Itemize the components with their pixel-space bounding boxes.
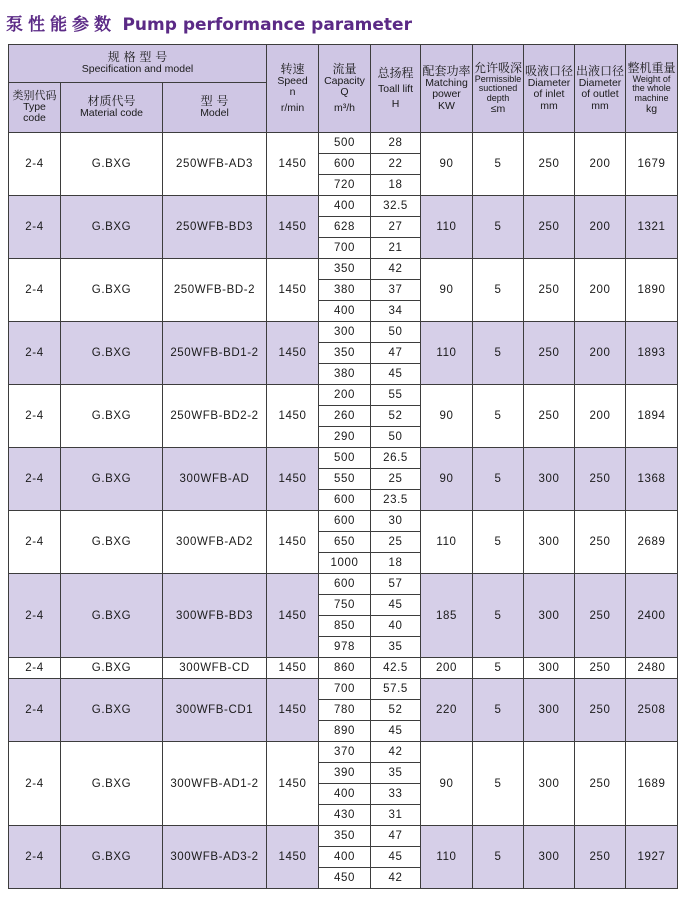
capacity-cell: 400	[319, 847, 371, 868]
capacity-cell: 400	[319, 301, 371, 322]
table-row	[9, 826, 678, 847]
weight-cell: 2480	[626, 658, 678, 679]
suction-header: 允许吸深 Permissible suctioned depth ≤m	[473, 45, 524, 133]
type-code-cell: 2-4	[9, 322, 61, 385]
material-code-cell: G.BXG	[61, 679, 163, 742]
material-code-cell: G.BXG	[61, 574, 163, 658]
suction-cell: 5	[473, 133, 524, 196]
lift-cell: 45	[371, 595, 421, 616]
outlet-cell: 250	[575, 574, 626, 658]
material-code-cell: G.BXG	[61, 259, 163, 322]
material-code-cell: G.BXG	[61, 658, 163, 679]
inlet-cell: 300	[524, 826, 575, 889]
suction-cell: 5	[473, 511, 524, 574]
material-code-header: 材质代号 Material code	[61, 83, 163, 133]
inlet-cell: 250	[524, 196, 575, 259]
lift-cell: 55	[371, 385, 421, 406]
page-title	[6, 10, 412, 36]
power-cell: 90	[421, 385, 473, 448]
capacity-cell: 860	[319, 658, 371, 679]
inlet-cell: 250	[524, 259, 575, 322]
lift-cell: 35	[371, 763, 421, 784]
material-code-cell: G.BXG	[61, 826, 163, 889]
model-cell: 300WFB-CD	[163, 658, 267, 679]
lift-cell: 50	[371, 322, 421, 343]
inlet-cell: 300	[524, 574, 575, 658]
power-cell: 220	[421, 679, 473, 742]
lift-cell: 33	[371, 784, 421, 805]
suction-cell: 5	[473, 742, 524, 826]
speed-cell: 1450	[267, 259, 319, 322]
capacity-cell: 380	[319, 364, 371, 385]
inlet-header: 吸液口径 Diameter of inlet mm	[524, 45, 575, 133]
lift-cell: 50	[371, 427, 421, 448]
lift-cell: 47	[371, 826, 421, 847]
table-row	[9, 322, 678, 343]
material-code-cell: G.BXG	[61, 742, 163, 826]
table-row	[9, 385, 678, 406]
speed-cell: 1450	[267, 196, 319, 259]
speed-cell: 1450	[267, 742, 319, 826]
speed-cell: 1450	[267, 826, 319, 889]
capacity-cell: 720	[319, 175, 371, 196]
table-body	[9, 133, 678, 889]
lift-cell: 40	[371, 616, 421, 637]
type-code-cell: 2-4	[9, 574, 61, 658]
lift-cell: 32.5	[371, 196, 421, 217]
capacity-cell: 600	[319, 574, 371, 595]
model-cell: 250WFB-BD1-2	[163, 322, 267, 385]
model-cell: 300WFB-AD	[163, 448, 267, 511]
power-cell: 200	[421, 658, 473, 679]
model-cell: 250WFB-AD3	[163, 133, 267, 196]
inlet-cell: 250	[524, 133, 575, 196]
lift-cell: 57.5	[371, 679, 421, 700]
table-row	[9, 742, 678, 763]
weight-cell: 1894	[626, 385, 678, 448]
power-cell: 90	[421, 133, 473, 196]
lift-cell: 45	[371, 721, 421, 742]
speed-cell: 1450	[267, 322, 319, 385]
capacity-cell: 200	[319, 385, 371, 406]
power-cell: 90	[421, 259, 473, 322]
inlet-cell: 250	[524, 322, 575, 385]
table-header	[9, 45, 678, 133]
outlet-cell: 200	[575, 196, 626, 259]
speed-cell: 1450	[267, 448, 319, 511]
outlet-cell: 200	[575, 322, 626, 385]
speed-cell: 1450	[267, 679, 319, 742]
material-code-cell: G.BXG	[61, 448, 163, 511]
lift-cell: 25	[371, 469, 421, 490]
lift-cell: 37	[371, 280, 421, 301]
lift-cell: 25	[371, 532, 421, 553]
lift-cell: 35	[371, 637, 421, 658]
model-header: 型 号 Model	[163, 83, 267, 133]
weight-cell: 1368	[626, 448, 678, 511]
suction-cell: 5	[473, 574, 524, 658]
capacity-cell: 628	[319, 217, 371, 238]
power-cell: 110	[421, 196, 473, 259]
power-cell: 90	[421, 742, 473, 826]
weight-cell: 1321	[626, 196, 678, 259]
weight-header: 整机重量 Weight of the whole machine kg	[626, 45, 678, 133]
inlet-cell: 300	[524, 742, 575, 826]
suction-cell: 5	[473, 322, 524, 385]
outlet-cell: 200	[575, 133, 626, 196]
capacity-cell: 350	[319, 259, 371, 280]
lift-cell: 42	[371, 259, 421, 280]
weight-cell: 1927	[626, 826, 678, 889]
material-code-cell: G.BXG	[61, 511, 163, 574]
material-code-cell: G.BXG	[61, 196, 163, 259]
capacity-cell: 600	[319, 154, 371, 175]
outlet-cell: 250	[575, 658, 626, 679]
table-row	[9, 679, 678, 700]
lift-cell: 28	[371, 133, 421, 154]
outlet-cell: 200	[575, 259, 626, 322]
capacity-cell: 300	[319, 322, 371, 343]
speed-cell: 1450	[267, 133, 319, 196]
table-row	[9, 196, 678, 217]
suction-cell: 5	[473, 259, 524, 322]
capacity-cell: 500	[319, 133, 371, 154]
power-cell: 110	[421, 322, 473, 385]
capacity-cell: 290	[319, 427, 371, 448]
weight-cell: 2508	[626, 679, 678, 742]
capacity-cell: 370	[319, 742, 371, 763]
model-cell: 300WFB-BD3	[163, 574, 267, 658]
lift-cell: 23.5	[371, 490, 421, 511]
type-code-cell: 2-4	[9, 448, 61, 511]
capacity-cell: 400	[319, 196, 371, 217]
suction-cell: 5	[473, 826, 524, 889]
weight-cell: 1890	[626, 259, 678, 322]
inlet-cell: 300	[524, 679, 575, 742]
model-cell: 300WFB-AD3-2	[163, 826, 267, 889]
model-cell: 250WFB-BD2-2	[163, 385, 267, 448]
outlet-header: 出液口径 Diameter of outlet mm	[575, 45, 626, 133]
lift-cell: 42.5	[371, 658, 421, 679]
model-cell: 250WFB-BD-2	[163, 259, 267, 322]
lift-cell: 47	[371, 343, 421, 364]
capacity-cell: 890	[319, 721, 371, 742]
capacity-cell: 400	[319, 784, 371, 805]
lift-cell: 21	[371, 238, 421, 259]
lift-cell: 42	[371, 742, 421, 763]
outlet-cell: 250	[575, 511, 626, 574]
material-code-cell: G.BXG	[61, 133, 163, 196]
inlet-cell: 250	[524, 385, 575, 448]
suction-cell: 5	[473, 658, 524, 679]
capacity-cell: 600	[319, 511, 371, 532]
capacity-cell: 350	[319, 826, 371, 847]
speed-cell: 1450	[267, 511, 319, 574]
table-row	[9, 133, 678, 154]
weight-cell: 1679	[626, 133, 678, 196]
type-code-header: 类别代码 Type code	[9, 83, 61, 133]
power-cell: 110	[421, 511, 473, 574]
weight-cell: 1689	[626, 742, 678, 826]
capacity-cell: 700	[319, 679, 371, 700]
pump-performance-table	[8, 44, 678, 889]
power-header: 配套功率 Matching power KW	[421, 45, 473, 133]
capacity-cell: 450	[319, 868, 371, 889]
outlet-cell: 250	[575, 448, 626, 511]
lift-cell: 22	[371, 154, 421, 175]
material-code-cell: G.BXG	[61, 385, 163, 448]
outlet-cell: 200	[575, 385, 626, 448]
capacity-cell: 550	[319, 469, 371, 490]
lift-cell: 45	[371, 364, 421, 385]
type-code-cell: 2-4	[9, 133, 61, 196]
capacity-cell: 700	[319, 238, 371, 259]
power-cell: 90	[421, 448, 473, 511]
capacity-cell: 390	[319, 763, 371, 784]
lift-cell: 31	[371, 805, 421, 826]
lift-cell: 30	[371, 511, 421, 532]
speed-cell: 1450	[267, 574, 319, 658]
suction-cell: 5	[473, 679, 524, 742]
table-row	[9, 658, 678, 679]
outlet-cell: 250	[575, 826, 626, 889]
capacity-cell: 600	[319, 490, 371, 511]
capacity-header: 流量 Capacity Q m³/h	[319, 45, 371, 133]
lift-cell: 18	[371, 175, 421, 196]
table-row	[9, 511, 678, 532]
lift-cell: 26.5	[371, 448, 421, 469]
lift-header: 总扬程 Toall lift H	[371, 45, 421, 133]
capacity-cell: 500	[319, 448, 371, 469]
lift-cell: 27	[371, 217, 421, 238]
capacity-cell: 978	[319, 637, 371, 658]
capacity-cell: 1000	[319, 553, 371, 574]
speed-header: 转速 Speed n r/min	[267, 45, 319, 133]
title-english: Pump performance parameter	[122, 15, 412, 35]
lift-cell: 45	[371, 847, 421, 868]
inlet-cell: 300	[524, 448, 575, 511]
spec-header: 规 格 型 号 Specification and model	[9, 45, 267, 83]
outlet-cell: 250	[575, 679, 626, 742]
suction-cell: 5	[473, 196, 524, 259]
lift-cell: 42	[371, 868, 421, 889]
capacity-cell: 380	[319, 280, 371, 301]
power-cell: 110	[421, 826, 473, 889]
type-code-cell: 2-4	[9, 742, 61, 826]
model-cell: 300WFB-CD1	[163, 679, 267, 742]
lift-cell: 57	[371, 574, 421, 595]
suction-cell: 5	[473, 385, 524, 448]
capacity-cell: 780	[319, 700, 371, 721]
table-row	[9, 259, 678, 280]
suction-cell: 5	[473, 448, 524, 511]
type-code-cell: 2-4	[9, 658, 61, 679]
material-code-cell: G.BXG	[61, 322, 163, 385]
lift-cell: 34	[371, 301, 421, 322]
capacity-cell: 260	[319, 406, 371, 427]
type-code-cell: 2-4	[9, 679, 61, 742]
weight-cell: 1893	[626, 322, 678, 385]
capacity-cell: 650	[319, 532, 371, 553]
table-row	[9, 574, 678, 595]
model-cell: 250WFB-BD3	[163, 196, 267, 259]
type-code-cell: 2-4	[9, 196, 61, 259]
power-cell: 185	[421, 574, 473, 658]
lift-cell: 18	[371, 553, 421, 574]
type-code-cell: 2-4	[9, 385, 61, 448]
type-code-cell: 2-4	[9, 511, 61, 574]
outlet-cell: 250	[575, 742, 626, 826]
lift-cell: 52	[371, 700, 421, 721]
type-code-cell: 2-4	[9, 259, 61, 322]
table-row	[9, 448, 678, 469]
speed-cell: 1450	[267, 385, 319, 448]
capacity-cell: 430	[319, 805, 371, 826]
weight-cell: 2689	[626, 511, 678, 574]
type-code-cell: 2-4	[9, 826, 61, 889]
capacity-cell: 350	[319, 343, 371, 364]
inlet-cell: 300	[524, 658, 575, 679]
model-cell: 300WFB-AD1-2	[163, 742, 267, 826]
capacity-cell: 850	[319, 616, 371, 637]
speed-cell: 1450	[267, 658, 319, 679]
capacity-cell: 750	[319, 595, 371, 616]
lift-cell: 52	[371, 406, 421, 427]
weight-cell: 2400	[626, 574, 678, 658]
inlet-cell: 300	[524, 511, 575, 574]
model-cell: 300WFB-AD2	[163, 511, 267, 574]
title-chinese: 泵性能参数	[6, 15, 116, 35]
